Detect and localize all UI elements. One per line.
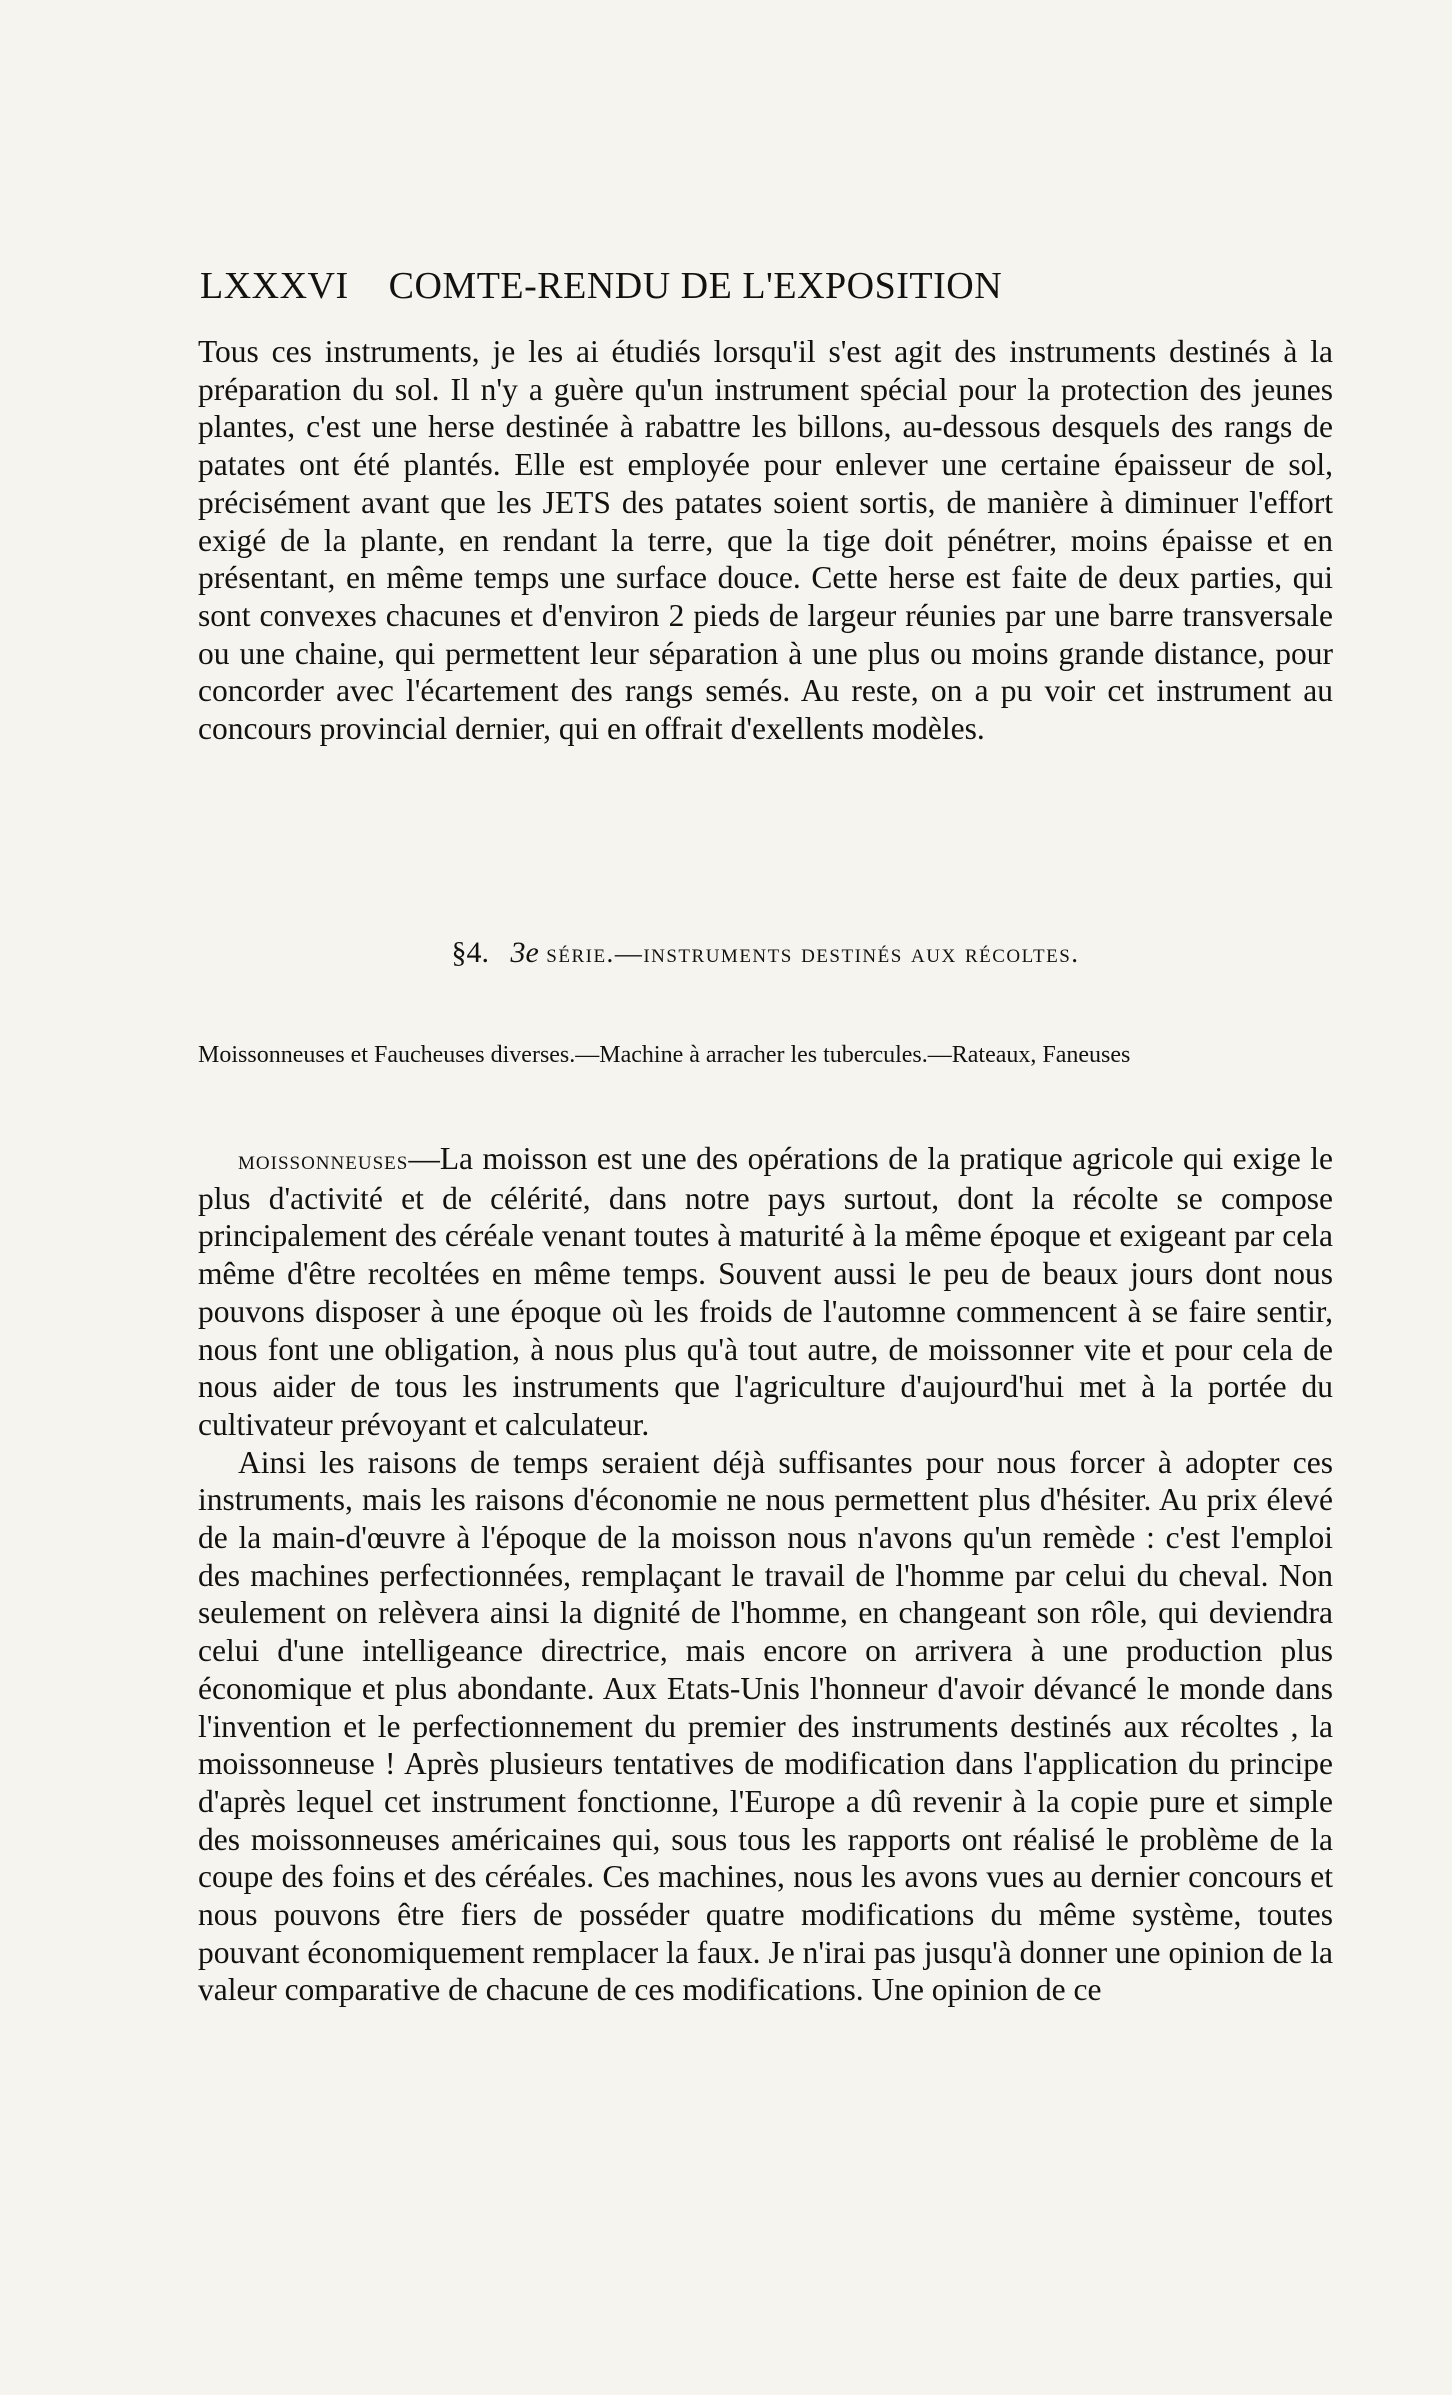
paragraph-moissonneuses-text: —La moisson est une des opérations de la pratique agricole qui exige le plus d'activité et de célérité, dans notre pays surtout, dont la récolte se compose principalement des céréale venant toutes à maturité à la même époque et exigeant par cela même d'être recoltées en même temps. Souvent aussi le peu de beaux jours dont nous pouvons disposer à une époque où les froids de l'automne commencent à se faire sentir, nous font une obligation, à nous plus qu'à tout autre, de moissonner vite et pour cela de nous aider de tous les instruments que l'agriculture d'aujourd'hui met à la portée du cultivateur prévoyant et calculateur. [198, 1141, 1333, 1442]
page-folio: LXXXVI [200, 265, 349, 307]
section-summary: Moissonneuses et Faucheuses diverses.—Machine à arracher les tubercules.—Rateaux, Faneuses [198, 1042, 1131, 1068]
section-title: —instruments destinés aux récoltes. [614, 938, 1080, 968]
text-block-lower [198, 1140, 1333, 2009]
paragraph-raisons: Ainsi les raisons de temps seraient déjà suffisantes pour nous forcer à adopter ces instruments, mais les raisons d'économie ne nous permettent plus d'hésiter. Au prix élevé de la main-d'œuvre à l'époque de la moisson nous n'avons qu'un remède : c'est l'emploi des machines perfectionnées, remplaçant le travail de l'homme par celui du cheval. Non seulement on relèvera ainsi la dignité de l'homme, en changeant son rôle, qui deviendra celui d'une intelligeance directrice, mais encore on arrivera à une production plus économique et plus abondante. Aux Etats-Unis l'honneur d'avoir dévancé le monde dans l'invention et le perfectionnement du premier des instruments destinés aux récoltes , la moissonneuse ! Après plusieurs tentatives de modification dans l'application du principe d'après lequel cet instrument fonctionne, l'Europe a dû revenir à la copie pure et simple des moissonneuses américaines qui, sous tous les rapports ont réalisé le problème de la coupe des foins et des céréales. Ces machines, nous les avons vues au dernier concours et nous pouvons être fiers de posséder quatre modifications du même système, toutes pouvant économiquement remplacer la faux. Je n'irai pas jusqu'à donner une opinion de la valeur comparative de chacune de ces modifications. Une opinion de ce [198, 1444, 1333, 2008]
paragraph-lead-word: moissonneuses [238, 1145, 409, 1175]
section-heading [198, 936, 1333, 970]
running-head [200, 264, 1330, 314]
section-number: §4. [451, 936, 489, 969]
section-serie: 3e [510, 936, 539, 969]
section-serie-label: série. [546, 938, 615, 968]
paragraph-herse: Tous ces instruments, je les ai étudiés lorsqu'il s'est agit des instruments destinés à la préparation du sol. Il n'y a guère qu'un instrument spécial pour la protection des jeunes plantes, c'est une herse destinée à rabattre les billons, au-dessous desquels des rangs de patates ont été plantés. Elle est employée pour enlever une certaine épaisseur de sol, précisément avant que les JETS des patates soient sortis, de manière à diminuer l'effort exigé de la plante, en rendant la terre, que la tige doit pénétrer, moins épaisse et en présentant, en même temps une surface douce. Cette herse est faite de deux parties, qui sont convexes chacunes et d'environ 2 pieds de largeur réunies par une barre transversale ou une chaine, qui permettent leur séparation à une plus ou moins grande distance, pour concorder avec l'écartement des rangs semés. Au reste, on a pu voir cet instrument au concours provincial dernier, qui en offrait d'exellents modèles. [198, 334, 1333, 747]
running-head-title: COMTE-RENDU DE L'EXPOSITION [388, 265, 1003, 307]
paragraph-moissonneuses [198, 1140, 1333, 1444]
text-block-upper [198, 333, 1333, 748]
